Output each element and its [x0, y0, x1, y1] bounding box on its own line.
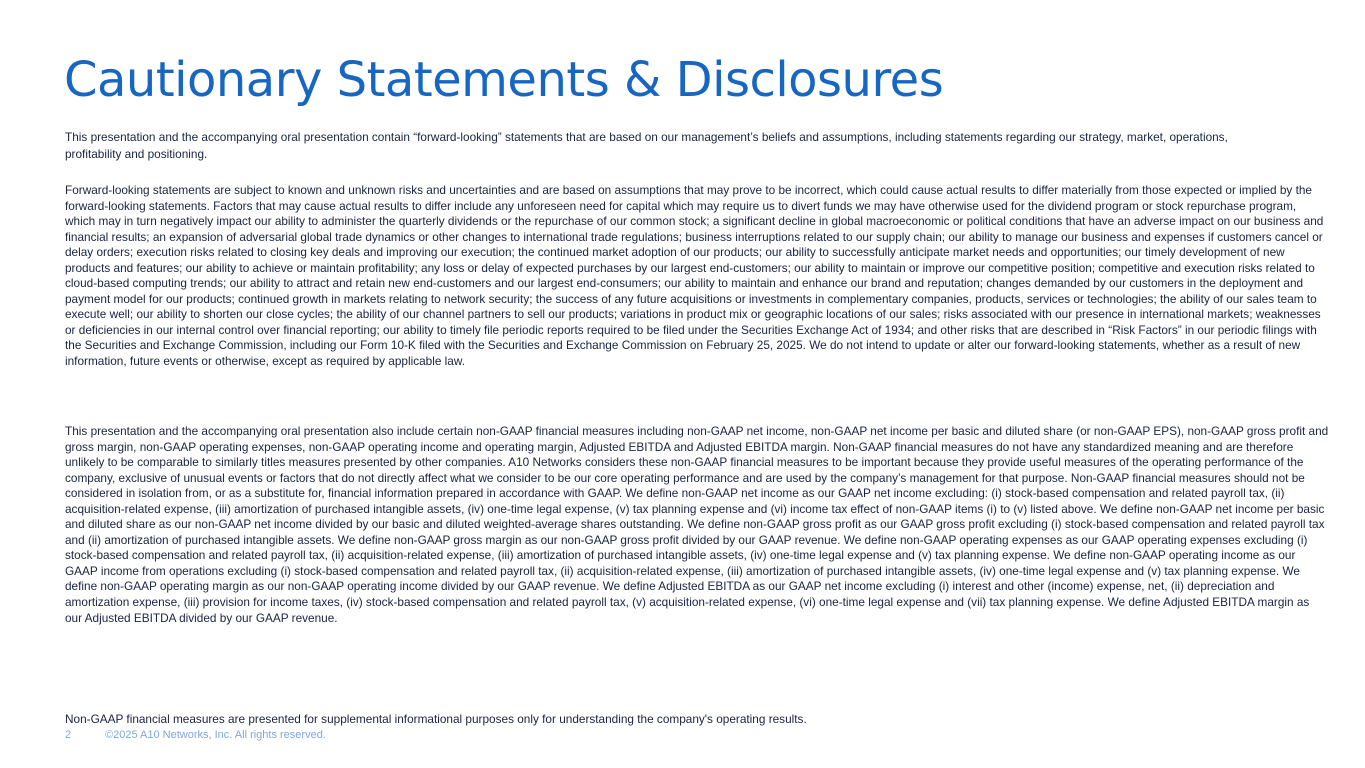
copyright-notice: ©2025 A10 Networks, Inc. All rights reserved.: [105, 729, 326, 741]
non-gaap-supplemental-note: Non-GAAP financial measures are presented for supplemental informational purposes only for understanding the company's operating results.: [65, 712, 807, 726]
forward-looking-intro-paragraph: This presentation and the accompanying oral presentation contain “forward-looking” statements that are based on our management’s beliefs and assumptions, including statements regarding our strategy, market, operations, profitability and positioning.: [65, 130, 1228, 161]
page-number: 2: [65, 729, 72, 741]
non-gaap-definitions-paragraph: This presentation and the accompanying oral presentation also include certain non-GAAP financial measures including non-GAAP net income, non-GAAP net income per basic and diluted share (or non-GAAP EPS), non-GAAP gross profit and gross margin, non-GAAP operating expenses, non-GAAP operating income and operating margin, Adjusted EBITDA and Adjusted EBITDA margin. Non-GAAP financial measures do not have any standardized meaning and are therefore unlikely to be comparable to similarly titles measures presented by other companies. A10 Networks considers these non-GAAP financial measures to be important because they provide useful measures of the operating performance of the company, exclusive of unusual events or factors that do not directly affect what we consider to be our core operating performance and are used by the company’s management for that purpose. Non-GAAP financial measures should not be considered in isolation from, or as a substitute for, financial information prepared in accordance with GAAP. We define non-GAAP net income as our GAAP net income excluding: (i) stock-based compensation and related payroll tax, (ii) acquisition-related expense, (iii) amortization of purchased intangible assets, (iv) one-time legal expense, (v) tax planning expense and (vi) income tax effect of non-GAAP items (i) to (v) listed above. We define non-GAAP net income per basic and diluted share as our non-GAAP net income divided by our basic and diluted weighted-average shares outstanding. We define non-GAAP gross profit as our GAAP gross profit excluding (i) stock-based compensation and related payroll tax and (ii) amortization of purchased intangible assets. We define non-GAAP gross margin as our non-GAAP gross profit divided by our GAAP revenue. We define non-GAAP operating expenses as our GAAP operating expenses excluding (i) stock-based compensation and related payroll tax, (ii) acquisition-related expense, (iii) amortization of purchased intangible assets, (iv) one-time legal expense and (v) tax planning expense. We define non-GAAP operating income as our GAAP income from operations excluding (i) stock-based compensation and related payroll tax, (ii) acquisition-related expense, (iii) amortization of purchased intangible assets, (iv) one-time legal expense and (v) tax planning expense. We define non-GAAP operating margin as our non-GAAP operating income divided by our GAAP revenue. We define Adjusted EBITDA as our GAAP net income excluding (i) interest and other (income) expense, net, (ii) depreciation and amortization expense, (iii) provision for income taxes, (iv) stock-based compensation and related payroll tax, (v) acquisition-related expense, (vi) one-time legal expense and (vii) tax planning expense. We define Adjusted EBITDA margin as our Adjusted EBITDA divided by our GAAP revenue.: [65, 424, 1329, 625]
risk-factors-paragraph: Forward-looking statements are subject to known and unknown risks and uncertainties and are based on assumptions that may prove to be incorrect, which could cause actual results to differ materially from those expected or implied by the forward-looking statements. Factors that may cause actual results to differ include any unforeseen need for capital which may require us to divert funds we may have otherwise used for the dividend program or stock repurchase program, which may in turn negatively impact our ability to administer the quarterly dividends or the repurchase of our common stock; a significant decline in global macroeconomic or political conditions that have an adverse impact on our business and financial results; an expansion of adversarial global trade dynamics or other changes to international trade regulations; business interruptions related to our supply chain; our ability to manage our business and expenses if customers cancel or delay orders; execution risks related to closing key deals and improving our execution; the continued market adoption of our products; our ability to successfully anticipate market needs and opportunities; our timely development of new products and features; our ability to achieve or maintain profitability; any loss or delay of expected purchases by our largest end-customers; our ability to maintain or improve our competitive position; competitive and execution risks related to cloud-based computing trends; our ability to attract and retain new end-customers and our largest end-consumers; our ability to maintain and enhance our brand and reputation; changes demanded by our customers in the deployment and payment model for our products; continued growth in markets relating to network security; the success of any future acquisitions or investments in complementary companies, products, services or technologies; the ability of our sales team to execute well; our ability to shorten our close cycles; the ability of our channel partners to sell our products; variations in product mix or geographic locations of our sales; risks associated with our presence in international markets; weaknesses or deficiencies in our internal control over financial reporting; our ability to timely file periodic reports required to be filed under the Securities Exchange Act of 1934; and other risks that are described in “Risk Factors” in our periodic filings with the Securities and Exchange Commission, including our Form 10-K filed with the Securities and Exchange Commission on February 25, 2025. We do not intend to update or alter our forward-looking statements, whether as a result of new information, future events or otherwise, except as required by applicable law.: [65, 183, 1324, 369]
slide-title: Cautionary Statements & Disclosures: [64, 52, 944, 108]
slide-footer: [65, 728, 326, 742]
